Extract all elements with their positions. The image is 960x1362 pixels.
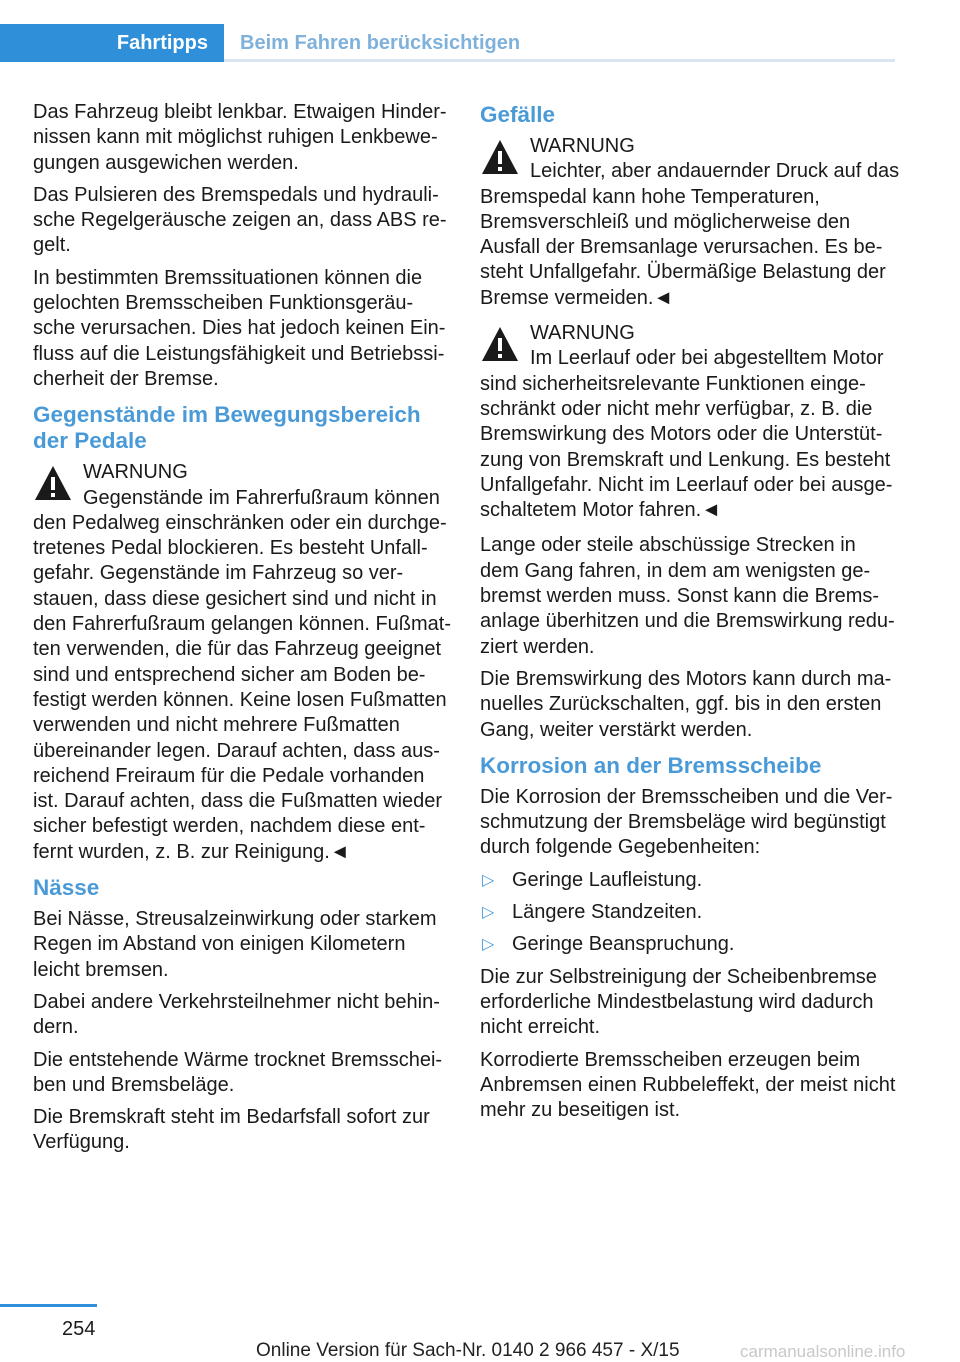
paragraph: Das Pulsieren des Bremspedals und hydrauli‐sche Regelgeräusche zeigen an, dass ABS re‐gelt.: [33, 183, 447, 257]
paragraph: Die Korrosion der Bremsscheiben und die Ver‐schmutzung der Bremsbeläge wird begünstigt durch folgende Gegebenheiten:: [480, 785, 893, 859]
warning-title: WARNUNG: [530, 135, 635, 157]
warning-triangle-icon: [33, 464, 73, 504]
paragraph: Die entstehende Wärme trocknet Bremsschei‐ben und Bremsbeläge.: [33, 1048, 443, 1096]
paragraph: Lange oder steile abschüssige Strecken in dem Gang fahren, in dem am wenigsten ge‐bremst werden muss. Sonst kann die Brems‐anlage überhitzen und die Bremswirkung redu‐ziert werden.: [480, 534, 895, 658]
warning-text: Gegenstände im Fahrerfußraum können den Pedalweg einschränken oder ein durchge‐tretenes Pedal blockieren. Es besteht Unfall‐gefahr. Gegenstände im Fahrzeug so ver‐stauen, dass diese gesichert sind und nicht in den Fahrerfußraum gelangen können. Fußmat‐ten verwenden, die für das Fahrzeug geeignet sind und entsprechend sicher am Boden be‐festigt werden können. Keine losen Fußmatten verwenden und nicht mehrere Fußmatten übereinander legen. Darauf achten, dass aus‐reichend Freiraum für die Pedale vorhanden ist. Darauf achten, dass die Fußmatten wieder sicher befestigt werden, nachdem diese ent‐fernt wurden, z. B. zur Reinigung.◄: [33, 486, 451, 863]
online-version-note: Online Version für Sach-Nr. 0140 2 966 457 - X/15: [256, 1340, 680, 1361]
section-heading-pedale: Gegenstände im Bewegungsbereich der Pedale: [33, 402, 421, 454]
list-item: ▷ Geringe Beanspruchung.: [480, 932, 900, 957]
subsection-tab[interactable]: Beim Fahren berücksichtigen: [240, 32, 521, 54]
paragraph: Die Bremswirkung des Motors kann durch ma‐nuelles Zurückschalten, ggf. bis in den ersten Gang, weiter verstärkt werden.: [480, 667, 892, 741]
section-heading-korrosion: Korrosion an der Bremsscheibe: [480, 752, 822, 778]
list-item: ▷ Längere Standzeiten.: [480, 900, 900, 925]
section-heading-naesse: Nässe: [33, 875, 100, 901]
section-heading-gefaelle: Gefälle: [480, 102, 556, 127]
warning-block: [33, 460, 451, 865]
warning-block: [480, 321, 900, 523]
warning-text: Leichter, aber andauernder Druck auf das Bremspedal kann hohe Temperaturen, Bremsverschleiß und möglicherweise den Ausfall der Bremsanlage verursachen. Es be‐steht Unfallgefahr. Übermäßige Belastung der Bremse vermeiden.◄: [480, 160, 900, 309]
warning-text: Im Leerlauf oder bei abgestelltem Motor sind sicherheitsrelevante Funktionen einge‐schränkt oder nicht mehr verfügbar, z. B. die Bremswirkung des Motors oder die Unterstüt‐zung von Bremskraft und Lenkung. Es besteht Unfallgefahr. Nicht im Leerlauf oder bei ausge‐schaltetem Motor fahren.◄: [480, 347, 893, 522]
paragraph: Die Bremskraft steht im Bedarfsfall sofort zur Verfügung.: [33, 1106, 430, 1154]
warning-triangle-icon: [480, 325, 520, 365]
paragraph: Dabei andere Verkehrsteilnehmer nicht behin‐dern.: [33, 990, 440, 1039]
left-column: [33, 100, 451, 1163]
bullet-triangle-icon: ▷: [482, 871, 495, 889]
paragraph: Das Fahrzeug bleibt lenkbar. Etwaigen Hinder‐nissen kann mit möglichst ruhigen Lenkbewe‐gungen ausgewichen werden.: [33, 101, 447, 174]
paragraph: Bei Nässe, Streusalzeinwirkung oder starkem Regen im Abstand von einigen Kilometern leicht bremsen.: [33, 908, 437, 981]
list-item: ▷ Geringe Laufleistung.: [480, 868, 900, 893]
paragraph: Korrodierte Bremsscheiben erzeugen beim Anbremsen einen Rubbeleffekt, der meist nicht mehr zu beseitigen ist.: [480, 1048, 896, 1122]
page-number: 254: [62, 1318, 96, 1340]
warning-title: WARNUNG: [530, 322, 635, 345]
bullet-triangle-icon: ▷: [482, 904, 495, 922]
page-number-bar: [0, 1304, 97, 1307]
bullet-list: [480, 868, 900, 958]
paragraph: In bestimmten Bremssituationen können die gelochten Bremsscheiben Funktionsgeräu‐sche verursachen. Dies hat jedoch keinen Ein‐fluss auf die Leistungsfähigkeit und Betriebssi‐cherheit der Bremse.: [33, 266, 446, 390]
watermark: carmanualsonline.info: [740, 1342, 906, 1361]
warning-block: [480, 134, 900, 311]
bullet-triangle-icon: ▷: [482, 936, 495, 954]
page-header: [0, 24, 895, 62]
right-column: [480, 100, 900, 1130]
warning-triangle-icon: [480, 138, 520, 178]
section-tab-fahrtipps[interactable]: Fahrtipps: [0, 24, 224, 62]
paragraph: Die zur Selbstreinigung der Scheibenbremse erforderliche Mindestbelastung wird dadurch nicht erreicht.: [480, 965, 877, 1039]
warning-title: WARNUNG: [83, 461, 188, 484]
